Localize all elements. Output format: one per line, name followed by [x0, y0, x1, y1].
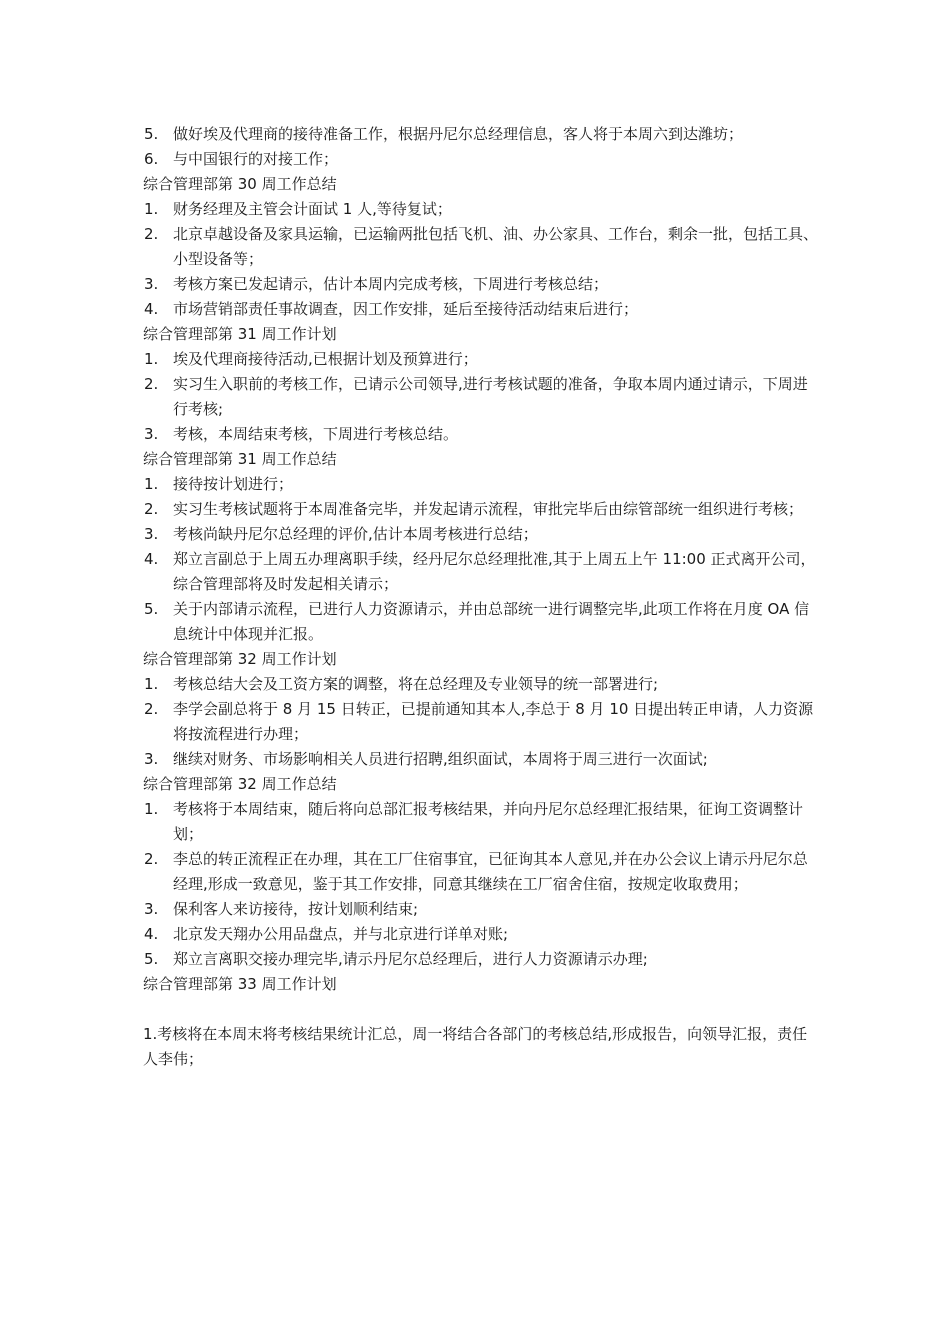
list-item-text: 考核总结大会及工资方案的调整，将在总经理及专业领导的统一部署进行; — [173, 675, 659, 693]
list-item-text: 市场营销部责任事故调查，因工作安排，延后至接待活动结束后进行； — [173, 300, 639, 318]
list-item-text: 考核方案已发起请示，估计本周内完成考核，下周进行考核总结； — [173, 275, 609, 293]
list-item-text: 李学会副总将于 8 月 15 日转正，已提前通知其本人,李总于 8 月 10 日提出转正申请，人力资源将按流程进行办理； — [173, 700, 814, 743]
list-item-number: 6. — [144, 150, 159, 168]
list-item — [143, 497, 818, 522]
section-heading: 综合管理部第 31 周工作总结 — [143, 450, 337, 468]
list-item — [143, 272, 818, 297]
list-item — [143, 122, 818, 147]
list-item-text: 考核将于本周结束，随后将向总部汇报考核结果，并向丹尼尔总经理汇报结果，征询工资调整计划； — [173, 800, 804, 843]
list-item-text: 保利客人来访接待，按计划顺利结束; — [173, 900, 419, 918]
list-item-text: 财务经理及主管会计面试 1 人,等待复试； — [173, 200, 452, 218]
numbered-list — [143, 122, 818, 172]
numbered-list — [143, 672, 818, 772]
list-item-text: 做好埃及代理商的接待准备工作，根据丹尼尔总经理信息，客人将于本周六到达潍坊； — [173, 125, 744, 143]
list-item-text: 北京卓越设备及家具运输，已运输两批包括飞机、油、办公家具、工作台，剩余一批，包括工具、小型设备等； — [173, 225, 819, 268]
list-item-number: 1. — [144, 675, 159, 693]
list-item-number: 3. — [144, 275, 159, 293]
numbered-list — [143, 472, 818, 647]
section-heading: 综合管理部第 30 周工作总结 — [143, 175, 337, 193]
list-item-number: 2. — [144, 700, 159, 718]
list-item-number: 2. — [144, 375, 159, 393]
list-item-number: 1. — [144, 200, 159, 218]
section-heading: 综合管理部第 33 周工作计划 — [143, 975, 337, 993]
document-body — [143, 122, 818, 1072]
list-item — [143, 597, 818, 647]
list-item — [143, 947, 818, 972]
list-item-text: 继续对财务、市场影响相关人员进行招聘,组织面试，本周将于周三进行一次面试; — [173, 750, 708, 768]
list-item-number: 2. — [144, 500, 159, 518]
list-item-number: 1. — [144, 475, 159, 493]
list-item-text: 郑立言离职交接办理完毕,请示丹尼尔总经理后，进行人力资源请示办理; — [173, 950, 648, 968]
list-item-number: 1. — [144, 350, 159, 368]
list-item — [143, 547, 818, 597]
list-item — [143, 847, 818, 897]
list-item — [143, 297, 818, 322]
list-item-number: 3. — [144, 900, 159, 918]
list-item-number: 1. — [144, 800, 159, 818]
list-item-number: 5. — [144, 600, 159, 618]
list-item-text: 李总的转正流程正在办理，其在工厂住宿事宜，已征询其本人意见,并在办公会议上请示丹尼尔总经理,形成一致意见，鉴于其工作安排，同意其继续在工厂宿舍住宿，按规定收取费用； — [173, 850, 808, 893]
list-item-number: 3. — [144, 525, 159, 543]
numbered-list — [143, 197, 818, 322]
list-item — [143, 922, 818, 947]
list-item-text: 实习生入职前的考核工作，已请示公司领导,进行考核试题的准备，争取本周内通过请示，下周进行考核; — [173, 375, 808, 418]
list-item-text: 接待按计划进行； — [173, 475, 294, 493]
section-heading: 综合管理部第 31 周工作计划 — [143, 325, 337, 343]
list-item-number: 3. — [144, 425, 159, 443]
list-item — [143, 697, 818, 747]
list-item — [143, 672, 818, 697]
list-item-text: 考核，本周结束考核，下周进行考核总结。 — [173, 425, 459, 443]
list-item-text: 北京发天翔办公用品盘点，并与北京进行详单对账; — [173, 925, 509, 943]
list-item — [143, 747, 818, 772]
list-item-text: 关于内部请示流程，已进行人力资源请示，并由总部统一进行调整完毕,此项工作将在月度 OA 信息统计中体现并汇报。 — [173, 600, 810, 643]
list-item — [143, 472, 818, 497]
list-item-number: 2. — [144, 225, 159, 243]
list-item — [143, 422, 818, 447]
numbered-list — [143, 797, 818, 972]
list-item — [143, 797, 818, 847]
list-item — [143, 522, 818, 547]
list-item-number: 3. — [144, 750, 159, 768]
list-item-number: 2. — [144, 850, 159, 868]
list-item-text: 考核尚缺丹尼尔总经理的评价,估计本周考核进行总结； — [173, 525, 538, 543]
list-item-text: 埃及代理商接待活动,已根据计划及预算进行； — [173, 350, 478, 368]
list-item — [143, 347, 818, 372]
list-item-number: 4. — [144, 925, 159, 943]
list-item — [143, 147, 818, 172]
numbered-list — [143, 347, 818, 447]
section-heading: 综合管理部第 32 周工作总结 — [143, 775, 337, 793]
list-item-text: 郑立言副总于上周五办理离职手续，经丹尼尔总经理批准,其于上周五上午 11:00 正式离开公司，综合管理部将及时发起相关请示； — [173, 550, 816, 593]
list-item — [143, 372, 818, 422]
list-item-text: 实习生考核试题将于本周准备完毕，并发起请示流程，审批完毕后由综管部统一组织进行考核； — [173, 500, 804, 518]
list-item-number: 4. — [144, 300, 159, 318]
list-item-number: 4. — [144, 550, 159, 568]
list-item-number: 5. — [144, 125, 159, 143]
list-item-number: 5. — [144, 950, 159, 968]
list-item-text: 与中国银行的对接工作； — [173, 150, 339, 168]
paragraph: 1.考核将在本周末将考核结果统计汇总，周一将结合各部门的考核总结,形成报告，向领导汇报，责任人李伟； — [143, 1025, 808, 1068]
list-item — [143, 222, 818, 272]
list-item — [143, 897, 818, 922]
list-item — [143, 197, 818, 222]
section-heading: 综合管理部第 32 周工作计划 — [143, 650, 337, 668]
